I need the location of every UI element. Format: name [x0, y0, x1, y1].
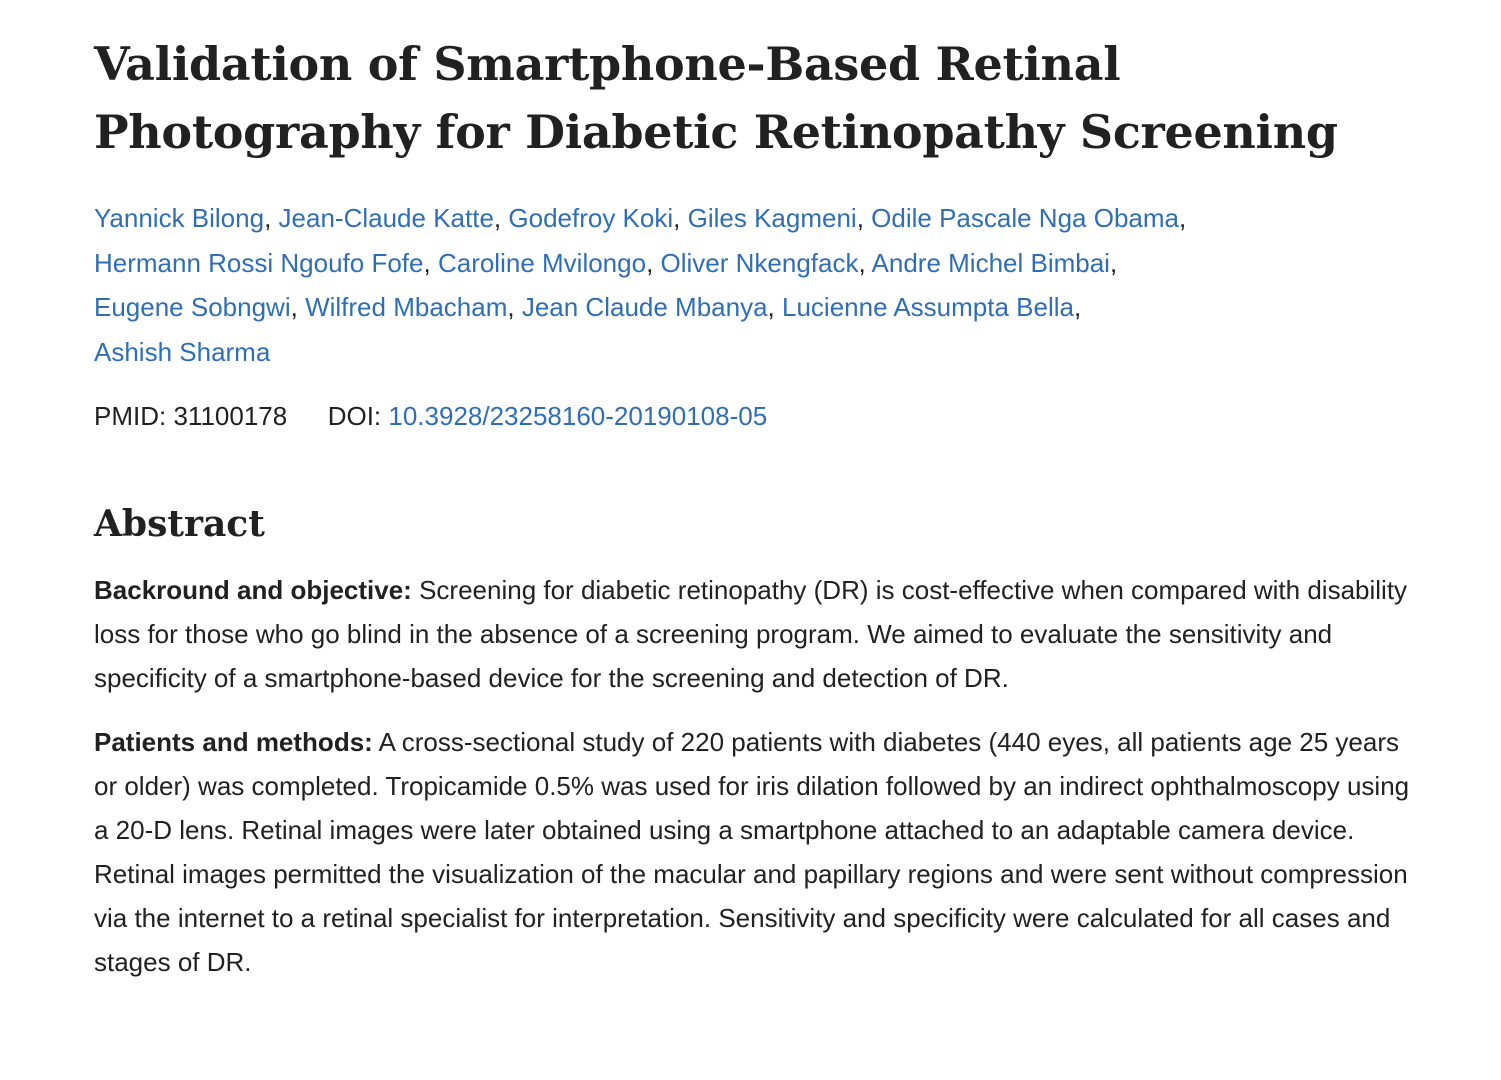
article-title: Validation of Smartphone-Based Retinal Photography for Diabetic Retinopathy Screening: [94, 37, 1338, 159]
author-separator: ,: [290, 292, 298, 322]
author-link[interactable]: Caroline Mvilongo: [437, 247, 647, 278]
author-link[interactable]: Godefroy Koki: [508, 203, 674, 233]
author-separator: ,: [507, 292, 515, 322]
author-link[interactable]: Oliver Nkengfack: [660, 247, 859, 278]
author-link[interactable]: Odile Pascale Nga Obama: [871, 203, 1179, 233]
pmid-value: 31100178: [173, 401, 288, 431]
author-separator: ,: [856, 203, 864, 233]
author-separator: ,: [1073, 292, 1082, 322]
author-link[interactable]: Yannick Bilong: [94, 203, 265, 233]
author-link[interactable]: Giles Kagmeni: [687, 203, 857, 233]
abstract-section-background: [94, 568, 1419, 700]
author-separator: ,: [767, 292, 775, 322]
article-identifiers: [94, 396, 1424, 436]
author-link[interactable]: Ashish Sharma: [94, 336, 271, 367]
author-link[interactable]: Eugene Sobngwi: [94, 292, 291, 322]
author-link[interactable]: Lucienne Assumpta Bella: [782, 292, 1074, 322]
author-link[interactable]: Jean Claude Mbanya: [521, 292, 768, 322]
author-separator: ,: [1178, 203, 1187, 233]
author-separator: ,: [646, 247, 654, 278]
author-separator: ,: [493, 203, 502, 233]
author-link[interactable]: Hermann Rossi Ngoufo Fofe: [94, 247, 424, 278]
author-link[interactable]: Andre Michel Bimbai: [871, 247, 1110, 278]
author-separator: ,: [858, 247, 866, 278]
author-list: [94, 196, 1354, 374]
pmid-label: PMID:: [94, 401, 167, 431]
abstract-section-label: Patients and methods:: [94, 727, 373, 757]
abstract-section-text: Screening for diabetic retinopathy (DR) is cost-effective when compared with disability loss for those who go blind in the absence of a screening program. We aimed to evaluate the sensitivity and specificity of a smartphone-based device for the screening and detection of DR.: [94, 575, 1408, 693]
author-link[interactable]: Wilfred Mbacham: [305, 292, 508, 322]
author-separator: ,: [673, 203, 681, 233]
article: [94, 30, 1424, 984]
author-separator: ,: [264, 203, 272, 233]
abstract-section-methods: [94, 720, 1419, 984]
abstract-section-label: Backround and objective:: [94, 575, 412, 605]
author-separator: ,: [423, 247, 431, 278]
author-link[interactable]: Jean-Claude Katte: [278, 203, 494, 233]
abstract-heading: Abstract: [94, 503, 265, 545]
author-separator: ,: [1109, 247, 1118, 278]
abstract-section-text: A cross-sectional study of 220 patients with diabetes (440 eyes, all patients age 25 years or older) was completed. Tropicamide 0.5% was used for iris dilation followed by an indirect ophthalmoscopy using a 20-D lens. Retinal images were later obtained using a smartphone attached to an adaptable camera device. Retinal images permitted the visualization of the macular and papillary regions and were sent without compression via the internet to a retinal specialist for interpretation. Sensitivity and specificity were calculated for all cases and stages of DR.: [94, 727, 1410, 977]
doi-link[interactable]: 10.3928/23258160-20190108-05: [388, 401, 768, 431]
doi-label: DOI:: [327, 401, 382, 431]
